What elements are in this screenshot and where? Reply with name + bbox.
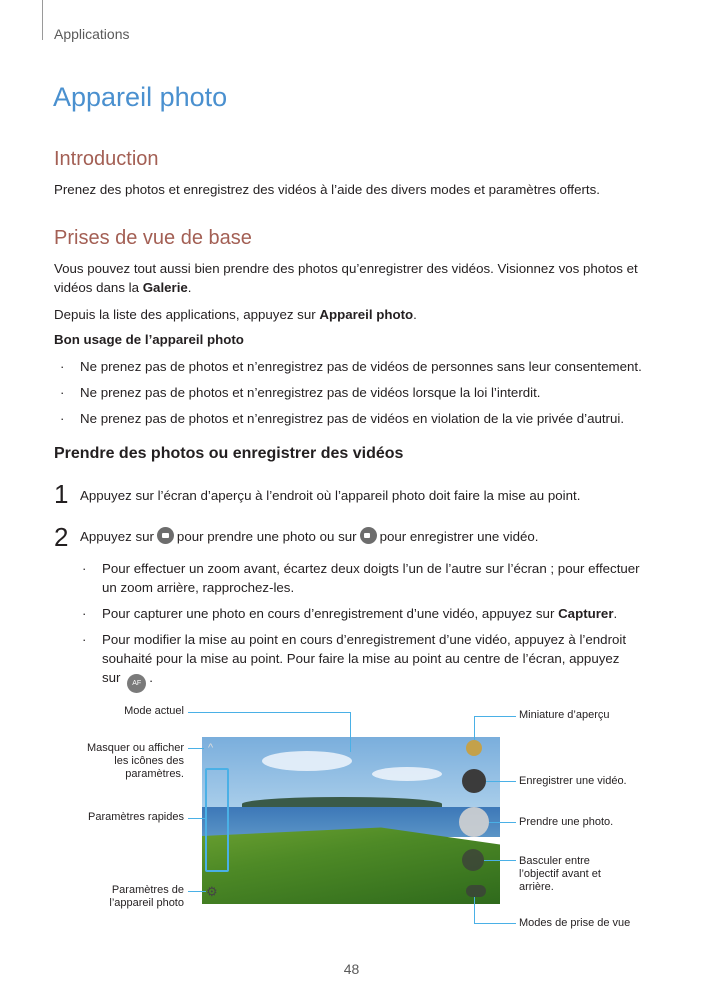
step-number-1: 1 [54, 479, 69, 509]
cloud [262, 751, 352, 771]
autofocus-icon: AF [127, 674, 146, 693]
gear-icon[interactable]: ⚙ [206, 884, 218, 899]
shooting-modes-button[interactable] [466, 885, 486, 897]
preview-thumbnail-icon[interactable] [466, 740, 482, 756]
callout-line [188, 748, 204, 749]
camera-shutter-icon [157, 527, 174, 544]
label-thumbnail: Miniature d’aperçu [519, 709, 610, 721]
label-shooting-modes: Modes de prise de vue [519, 917, 631, 929]
page-title: Appareil photo [53, 82, 228, 112]
step-number-2: 2 [54, 522, 69, 552]
basics-paragraph-1: Vous pouvez tout aussi bien prendre des photos qu’enregistrer des vidéos. Visionnez vos photos et vidéos dans la Galerie. [54, 261, 638, 295]
callout-line [474, 716, 475, 740]
callout-line [188, 712, 351, 713]
list-item: · Pour effectuer un zoom avant, écartez deux doigts l’un de l’autre sur l’écran ; pour effectuer un zoom arrière, rapprochez-les. [80, 559, 640, 597]
basics-paragraph-2: Depuis la liste des applications, appuyez sur Appareil photo. [54, 307, 417, 322]
quick-settings-bar[interactable] [205, 768, 229, 872]
callout-line [188, 891, 206, 892]
label-hide-icons: Masquer ou afficher les icônes des paramètres. [86, 742, 184, 780]
step-2-text: Appuyez sur pour prendre une photo ou sur pour enregistrer une vidéo. [80, 529, 539, 544]
etiquette-list [58, 357, 642, 435]
label-quick-settings: Paramètres rapides [88, 811, 184, 823]
take-photo-button[interactable] [459, 807, 489, 837]
list-item: · Pour capturer une photo en cours d’enregistrement d’une vidéo, appuyez sur Capturer. [80, 604, 640, 623]
callout-line [188, 818, 206, 819]
label-take-photo: Prendre une photo. [519, 816, 614, 828]
callout-line [484, 860, 516, 861]
chevron-up-icon[interactable]: ^ [208, 742, 214, 754]
basics-heading: Prises de vue de base [54, 227, 252, 249]
video-record-icon [360, 527, 377, 544]
label-record-video: Enregistrer une vidéo. [519, 775, 627, 787]
list-item: · Pour modifier la mise au point en cours d’enregistrement d’une vidéo, appuyez à l’endroit souhaité pour la mise au point. Pour faire la mise au point au centre de l’écran, appuyez sur AF . [80, 630, 640, 693]
label-mode: Mode actuel [124, 705, 184, 717]
callout-line [474, 923, 516, 924]
switch-camera-button[interactable] [462, 849, 484, 871]
capture-tips-list [80, 559, 640, 700]
cloud [372, 767, 442, 781]
camera-preview-screenshot [202, 737, 500, 904]
list-item: · Ne prenez pas de photos et n’enregistrez pas de vidéos lorsque la loi l’interdit. [58, 383, 642, 402]
section-label: Applications [54, 26, 130, 42]
callout-line [486, 781, 516, 782]
callout-line [474, 897, 475, 923]
record-video-button[interactable] [462, 769, 486, 793]
step-1-text: Appuyez sur l’écran d’aperçu à l’endroit où l’appareil photo doit faire la mise au point. [80, 488, 581, 503]
callout-line [350, 712, 351, 752]
capture-heading: Prendre des photos ou enregistrer des vidéos [54, 445, 404, 462]
page-number: 48 [343, 961, 360, 977]
header-rule [42, 0, 43, 40]
intro-text: Prenez des photos et enregistrez des vidéos à l’aide des divers modes et paramètres offerts. [54, 182, 600, 197]
etiquette-heading: Bon usage de l’appareil photo [54, 332, 244, 347]
callout-line [489, 822, 516, 823]
label-camera-settings: Paramètres de l’appareil photo [109, 884, 184, 909]
callout-line [474, 716, 516, 717]
intro-heading: Introduction [54, 148, 159, 170]
label-switch-camera: Basculer entre l’objectif avant et arrière. [519, 855, 601, 893]
list-item: · Ne prenez pas de photos et n’enregistrez pas de vidéos en violation de la vie privée d’autrui. [58, 409, 642, 428]
list-item: · Ne prenez pas de photos et n’enregistrez pas de vidéos de personnes sans leur consentement. [58, 357, 642, 376]
